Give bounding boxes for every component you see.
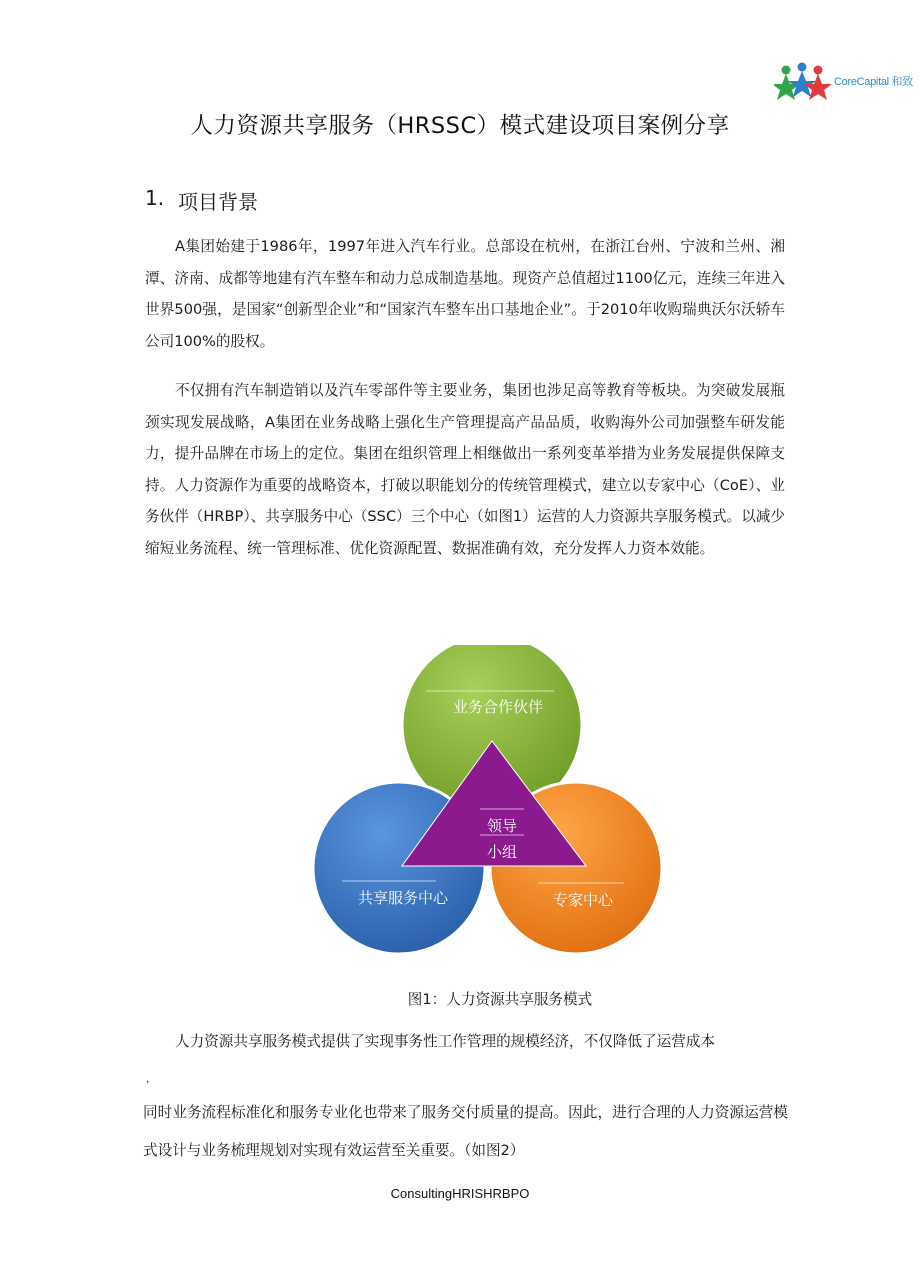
people-stars-icon	[774, 62, 834, 102]
leadership-label-line2: 小组	[486, 843, 518, 861]
company-logo	[774, 62, 913, 102]
section-number: 1.	[145, 186, 165, 210]
business-partner-label: 业务合作伙伴	[452, 698, 544, 716]
shared-service-label: 共享服务中心	[357, 889, 449, 907]
paragraph-tail-comma: ，	[146, 1074, 156, 1085]
figure-caption: 图1：人力资源共享服务模式	[407, 991, 593, 1008]
leadership-label-line1: 领导	[486, 817, 518, 835]
logo-text: CoreCapital 和致	[834, 76, 913, 88]
document-title: 人力资源共享服务（HRSSC）模式建设项目案例分享	[190, 113, 730, 139]
paragraph-company-intro: A集团始建于1986年，1997年进入汽车行业。总部设在杭州，在浙江台州、宁波和兰州、湘潭、济南、成都等地建有汽车整车和动力总成制造基地。现资产总值超过1100亿元，连续三年进入世界500强，是国家“创新型企业”和“国家汽车整车出口基地企业”。于2010年收购瑞典沃尔沃轿车公司100%的股权。	[145, 238, 785, 350]
paragraph-business-strategy: 不仅拥有汽车制造销以及汽车零部件等主要业务，集团也涉足高等教育等板块。为突破发展瓶颈实现发展战略，A集团在业务战略上强化生产管理提高产品品质，收购海外公司加强整车研发能力，提升品牌在市场上的定位。集团在组织管理上相继做出一系列变革举措为业务发展提供保障支持。人力资源作为重要的战略资本，打破以职能划分的传统管理模式，建立以专家中心（CoE）、业务伙伴（HRBP）、共享服务中心（SSC）三个中心（如图1）运营的人力资源共享服务模式。以减少缩短业务流程、统一管理标准、优化资源配置、数据准确有效，充分发挥人力资本效能。	[145, 382, 785, 557]
expert-center-label: 专家中心	[552, 891, 614, 909]
paragraph-operation-design: 同时业务流程标准化和服务专业化也带来了服务交付质量的提高。因此，进行合理的人力资源运营模式设计与业务梳理规划对实现有效运营至关重要。（如图2）	[143, 1104, 788, 1159]
hr-model-diagram	[314, 645, 674, 979]
section-title: 项目背景	[178, 190, 258, 214]
paragraph-shared-service-benefit: 人力资源共享服务模式提供了实现事务性工作管理的规模经济，不仅降低了运营成本	[175, 1033, 715, 1050]
page-footer: ConsultingHRISHRBPO	[390, 1186, 530, 1201]
